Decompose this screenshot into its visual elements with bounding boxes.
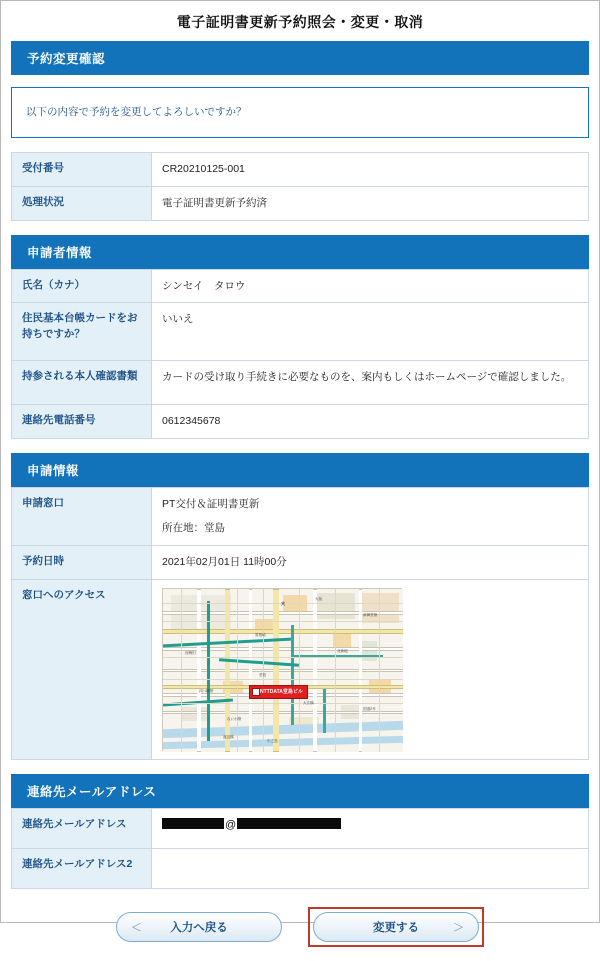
section-header-confirm: 予約変更確認 — [11, 41, 589, 75]
map-label: 西梅田 — [185, 650, 196, 655]
table-row — [12, 361, 589, 405]
redacted-mail-local — [162, 818, 224, 829]
table-row — [12, 186, 589, 220]
table-row — [12, 405, 589, 439]
submit-button-highlight — [308, 907, 484, 947]
page-content — [1, 41, 599, 961]
row-value — [152, 808, 589, 848]
section-header-application: 申請情報 — [11, 453, 589, 487]
spacer — [11, 221, 589, 235]
footer-buttons — [11, 889, 589, 961]
spacer — [11, 439, 589, 453]
map-label: 大江橋 — [303, 700, 314, 705]
table-row — [12, 545, 589, 579]
submit-button[interactable] — [313, 912, 479, 942]
row-value — [152, 488, 589, 546]
map-label: 新御堂筋 — [363, 612, 378, 617]
map-label: 曽根崎 — [255, 632, 266, 637]
row-value — [152, 579, 589, 759]
map-label: 国道2号 — [363, 706, 376, 711]
row-label: 受付番号 — [12, 153, 152, 187]
row-label: 連絡先電話番号 — [12, 405, 152, 439]
row-value: 2021年02月01日 11時00分 — [152, 545, 589, 579]
chevron-left-icon: ＜ — [131, 921, 142, 934]
page-title: 電子証明書更新予約照会・変更・取消 — [176, 14, 424, 30]
map-label: 大阪 — [315, 596, 323, 601]
row-value: CR20210125-001 — [152, 153, 589, 187]
table-row — [12, 579, 589, 759]
section-header-mail: 連絡先メールアドレス — [11, 774, 589, 808]
row-value: いいえ — [152, 303, 589, 361]
row-label: 窓口へのアクセス — [12, 579, 152, 759]
map-label: 大 — [281, 600, 286, 606]
window-name: PT交付＆証明書更新 — [162, 498, 260, 511]
map-label: 四つ橋筋 — [199, 688, 214, 693]
section-header-applicant: 申請者情報 — [11, 235, 589, 269]
map-label: 中之島 — [267, 738, 278, 743]
row-label: 申請窓口 — [12, 488, 152, 546]
table-row — [12, 269, 589, 303]
map-label: 堂島 — [259, 672, 267, 677]
chevron-right-icon: ＞ — [453, 921, 464, 934]
map-label: 渡辺橋 — [223, 734, 234, 739]
table-row — [12, 808, 589, 848]
window-address: 所在地：堂島 — [162, 521, 225, 534]
mail-at-symbol: @ — [225, 818, 237, 831]
table-row — [12, 488, 589, 546]
table-row — [12, 153, 589, 187]
row-label: 住民基本台帳カードをお持ちですか？ — [12, 303, 152, 361]
spacer — [11, 760, 589, 774]
row-label: 連絡先メールアドレス2 — [12, 848, 152, 888]
table-row — [12, 303, 589, 361]
row-value: カードの受け取り手続きに必要なものを、案内もしくはホームページで確認しました。 — [152, 361, 589, 405]
notice-box — [11, 87, 589, 138]
map-label: なにわ筋 — [227, 716, 242, 721]
row-label: 処理状況 — [12, 186, 152, 220]
mail-table — [11, 808, 589, 889]
row-label: 連絡先メールアドレス — [12, 808, 152, 848]
redacted-mail-domain — [237, 818, 341, 829]
map-destination-pin: NTTDATA堂島ビル — [249, 685, 308, 699]
row-label: 予約日時 — [12, 545, 152, 579]
back-button-label: 入力へ戻る — [170, 921, 228, 934]
row-value — [152, 848, 589, 888]
row-label: 氏名（カナ） — [12, 269, 152, 303]
table-row — [12, 848, 589, 888]
row-value: シンセイ タロウ — [152, 269, 589, 303]
row-label: 持参される本人確認書類 — [12, 361, 152, 405]
access-map-image — [162, 588, 402, 751]
applicant-table — [11, 269, 589, 440]
back-button[interactable] — [116, 912, 282, 942]
row-value: 0612345678 — [152, 405, 589, 439]
notice-text: 以下の内容で予約を変更してよろしいですか？ — [26, 106, 247, 118]
map-label: 北新地 — [337, 648, 348, 653]
row-value: 電子証明書更新予約済 — [152, 186, 589, 220]
application-table — [11, 487, 589, 759]
submit-button-label: 変更する — [373, 921, 419, 934]
receipt-table — [11, 152, 589, 221]
